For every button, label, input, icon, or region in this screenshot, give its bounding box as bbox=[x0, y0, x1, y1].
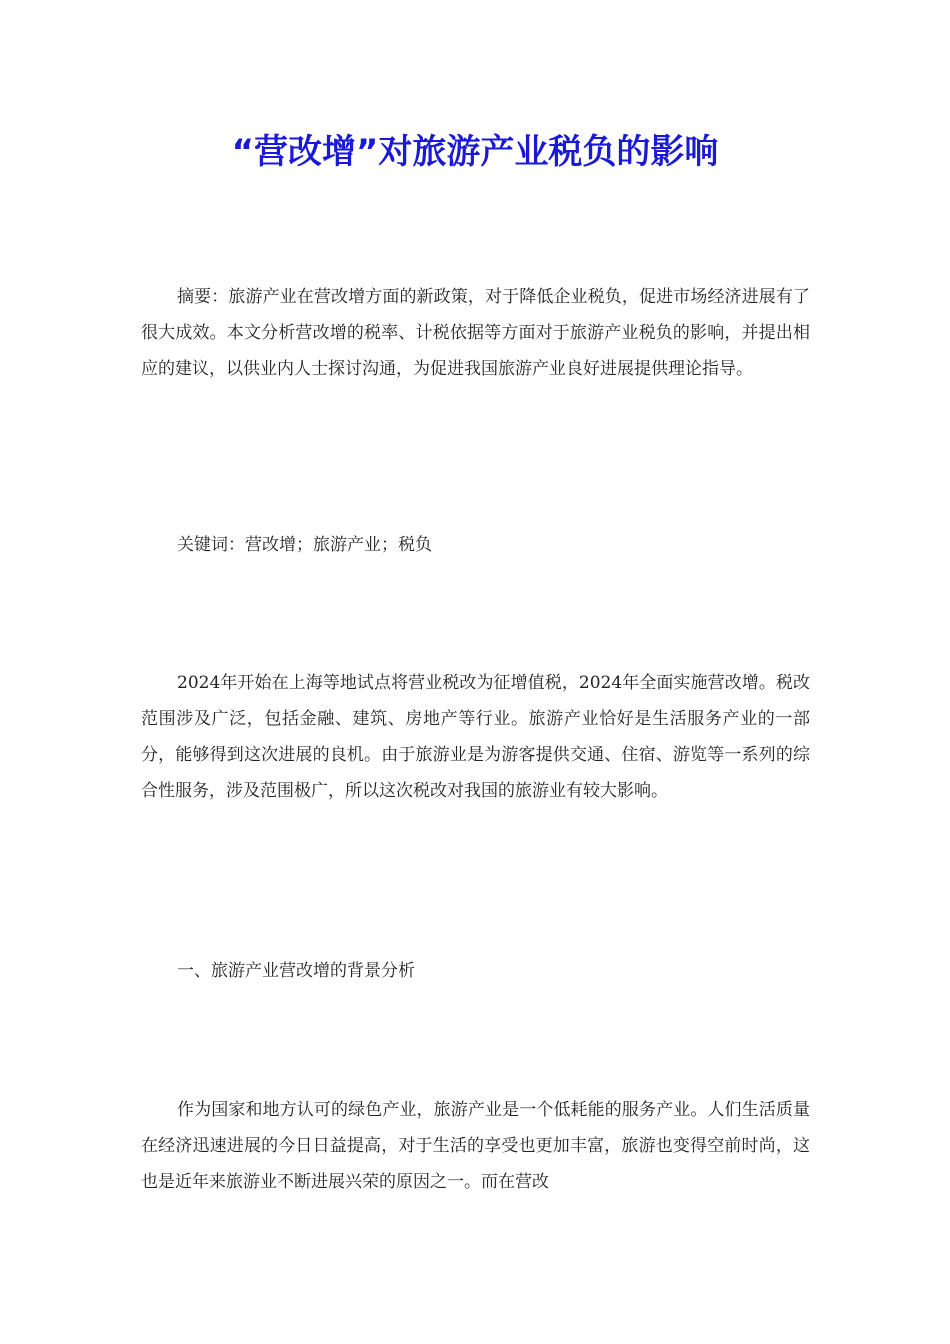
section-heading: 一、旅游产业营改增的背景分析 bbox=[177, 961, 415, 981]
intro-paragraph: 2024年开始在上海等地试点将营业税改为征增值税，2024年全面实施营改增。税改范围涉及广泛，包括金融、建筑、房地产等行业。旅游产业恰好是生活服务产业的一部分，能够得到这次进展的良机。由于旅游业是为游客提供交通、住宿、游览等一系列的综合性服务，涉及范围极广，所以这次税改对我国的旅游业有较大影响。 bbox=[141, 673, 810, 801]
body-paragraph: 作为国家和地方认可的绿色产业，旅游产业是一个低耗能的服务产业。人们生活质量在经济迅速进展的今日日益提高，对于生活的享受也更加丰富，旅游也变得空前时尚，这也是近年来旅游业不断进展兴荣的原因之一。而在营改 bbox=[141, 1100, 810, 1192]
abstract-paragraph: 摘要：旅游产业在营改增方面的新政策，对于降低企业税负，促进市场经济进展有了很大成效。本文分析营改增的税率、计税依据等方面对于旅游产业税负的影响，并提出相应的建议，以供业内人士探讨沟通，为促进我国旅游产业良好进展提供理论指导。 bbox=[141, 287, 810, 379]
page-title: “营改增”对旅游产业税负的影响 bbox=[231, 132, 719, 172]
keywords-paragraph: 关键词：营改增；旅游产业；税负 bbox=[177, 535, 432, 555]
